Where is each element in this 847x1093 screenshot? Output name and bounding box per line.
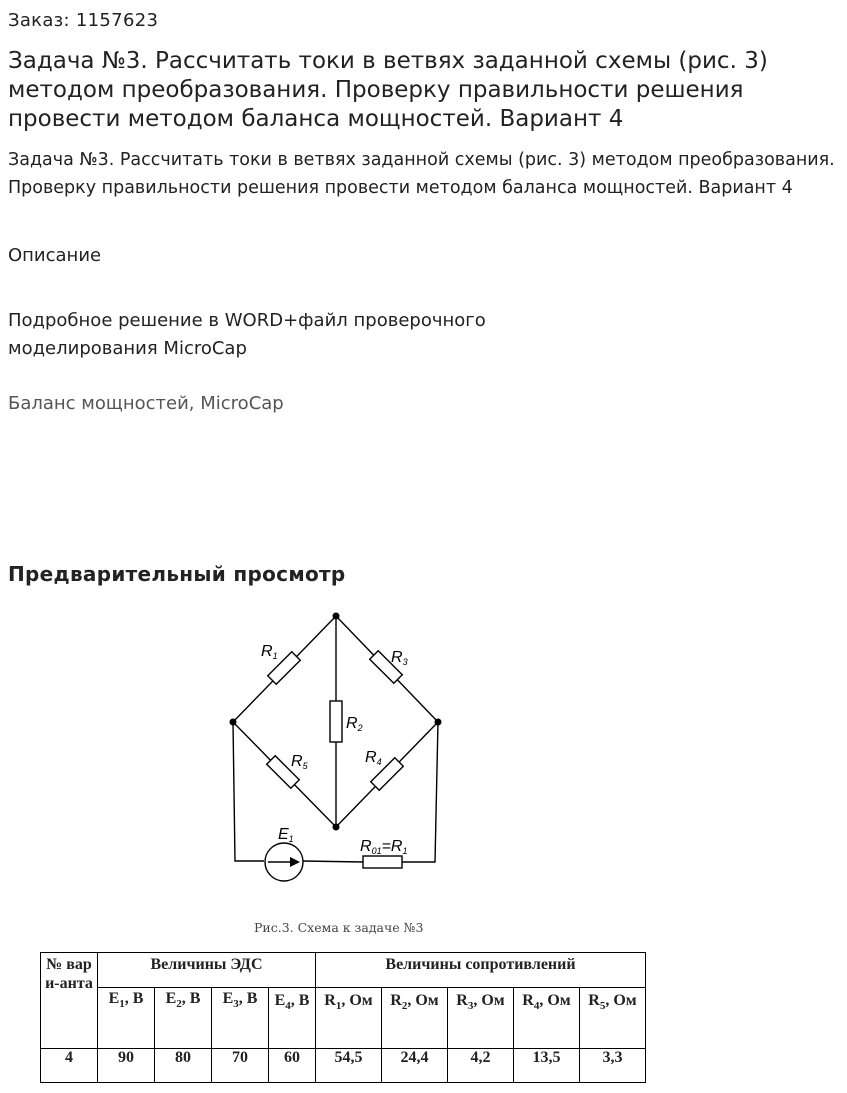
header-e1: $E_1$, В	[98, 988, 155, 1049]
order-number: Заказ: 1157623	[8, 10, 159, 31]
tag-link-power-balance[interactable]: Баланс мощностей	[8, 393, 189, 414]
header-r3: $R_3$, Ом	[448, 988, 514, 1049]
cell-e4: 60	[269, 1049, 316, 1083]
header-resistances: Величины сопротивлений	[316, 953, 646, 988]
label-r5: R5	[291, 753, 308, 771]
cell-e2: 80	[155, 1049, 212, 1083]
label-r2: R2	[346, 715, 363, 733]
page-title: Задача №3. Рассчитать токи в ветвях заданной схемы (рис. 3) методом преобразования. Проверку правильности решения провести методом баланса мощностей. Вариант 4	[8, 48, 768, 132]
wire-right	[402, 722, 438, 862]
table-header-row	[41, 953, 646, 988]
table-row	[41, 1049, 646, 1083]
label-r1: R1	[261, 643, 278, 661]
node-bottom	[333, 824, 340, 831]
description-heading: Описание	[8, 245, 102, 266]
cell-r2: 24,4	[382, 1049, 448, 1083]
cell-r4: 13,5	[514, 1049, 580, 1083]
node-right	[435, 719, 442, 726]
header-e2: $E_2$, В	[155, 988, 212, 1049]
table-subheader-row	[41, 988, 646, 1049]
tag-list	[8, 393, 284, 414]
cell-e3: 70	[212, 1049, 269, 1083]
node-top	[333, 613, 340, 620]
header-emf: Величины ЭДС	[98, 953, 316, 988]
resistor-r01	[363, 856, 402, 868]
node-left	[230, 719, 237, 726]
resistor-r2	[330, 701, 342, 742]
wire-bottom	[303, 861, 363, 862]
label-r3: R3	[391, 649, 408, 667]
label-r4: R4	[365, 749, 382, 767]
detail-text	[8, 307, 548, 363]
detail-line-1: Подробное решение в WORD+файл проверочного	[8, 310, 486, 331]
wire-left	[233, 722, 264, 861]
tag-link-microcap[interactable]: MicroCap	[200, 393, 284, 414]
header-variant-number: № вари-анта	[41, 953, 98, 1049]
variant-table	[40, 952, 646, 1083]
header-r2: $R_2$, Ом	[382, 988, 448, 1049]
header-r1: $R_1$, Ом	[316, 988, 382, 1049]
figure-caption: Рис.3. Схема к задаче №3	[254, 920, 424, 935]
cell-r1: 54,5	[316, 1049, 382, 1083]
task-description: Задача №3. Рассчитать токи в ветвях заданной схемы (рис. 3) методом преобразования. Проверку правильности решения провести методом баланса мощностей. Вариант 4	[8, 150, 835, 198]
header-e3: $E_3$, В	[212, 988, 269, 1049]
circuit-diagram	[200, 600, 460, 890]
header-r4: $R_4$, Ом	[514, 988, 580, 1049]
cell-e1: 90	[98, 1049, 155, 1083]
header-r5: $R_5$, Ом	[580, 988, 646, 1049]
preview-heading: Предварительный просмотр	[8, 562, 346, 586]
cell-r5: 3,3	[580, 1049, 646, 1083]
label-e1: E1	[278, 826, 294, 844]
tag-separator: ,	[188, 393, 201, 414]
label-r01: R01=R1	[360, 838, 408, 856]
cell-r3: 4,2	[448, 1049, 514, 1083]
header-e4: $E_4$, В	[269, 988, 316, 1049]
detail-line-2: моделирования MicroCap	[8, 338, 247, 359]
cell-variant: 4	[41, 1049, 98, 1083]
